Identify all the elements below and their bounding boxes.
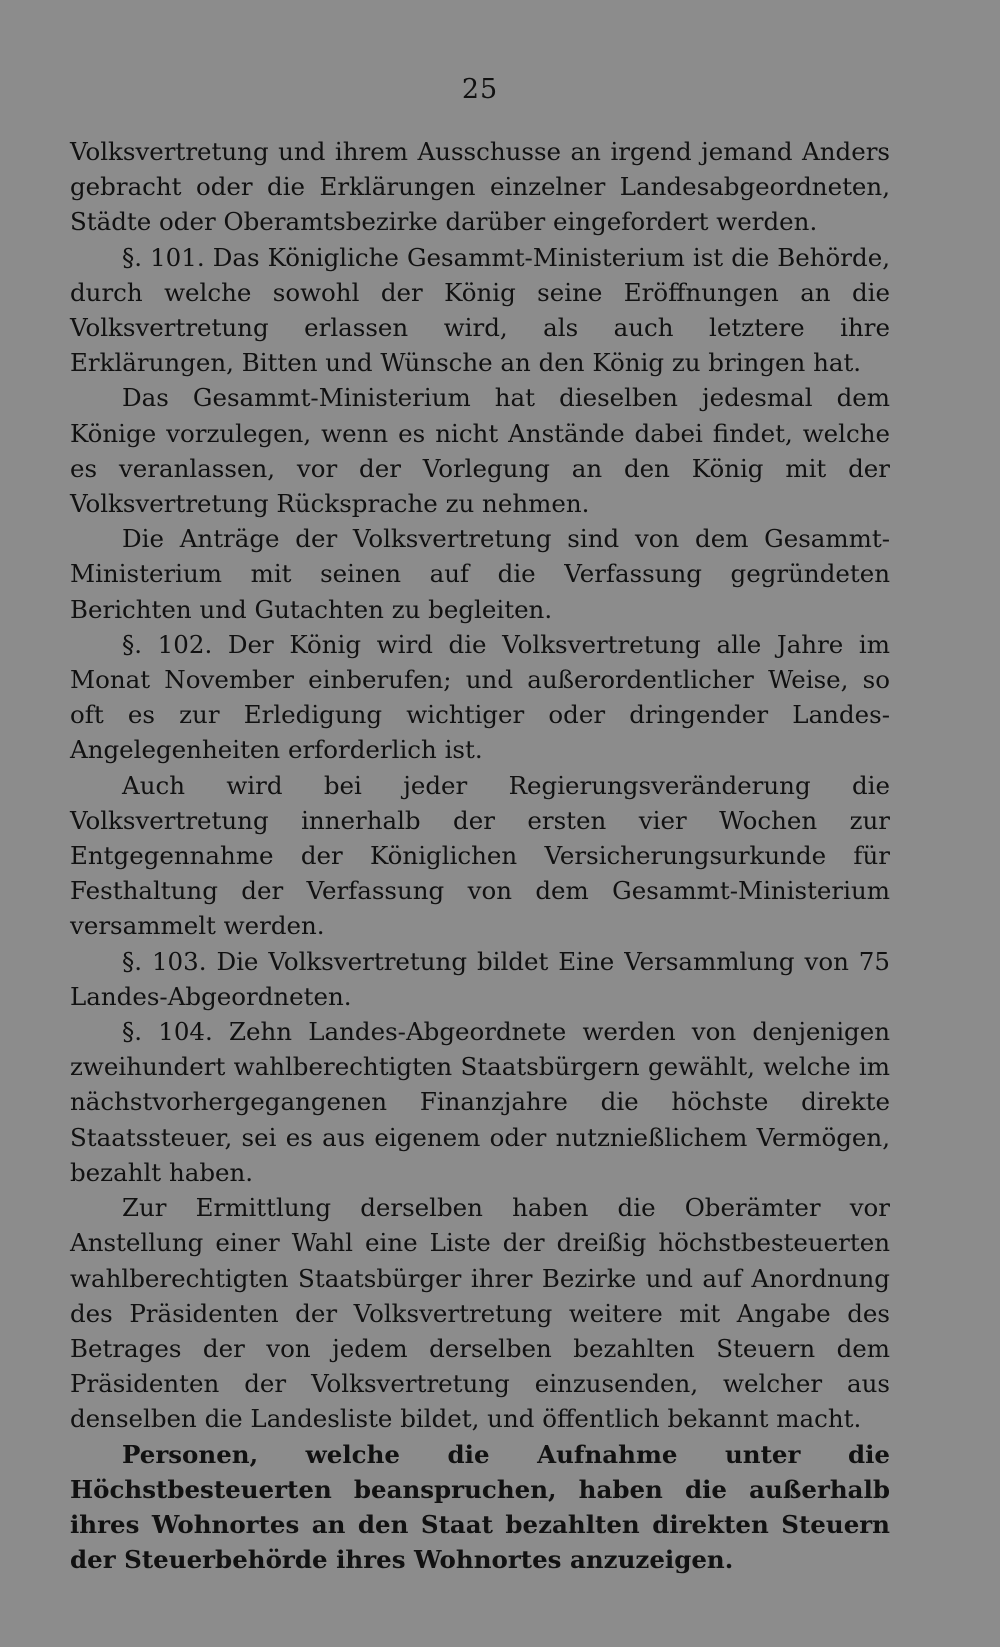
paragraph-section-101: §. 101. Das Königliche Gesammt-Ministerium ist die Behörde, durch welche sowohl der König seine Eröffnungen an die Volksvertretung erlassen wird, als auch letztere ihre Erklärungen, Bitten und Wünsche an den König zu bringen hat. xyxy=(70,242,890,378)
paragraph-section-104: §. 104. Zehn Landes-Abgeordnete werden von denjenigen zweihundert wahlberechtigten Staatsbürgern gewählt, welche im nächstvorhergegangenen Finanzjahre die höchste direkte Staatssteuer, sei es aus eigenem oder nutznießlichem Vermögen, bezahlt haben. xyxy=(70,1017,890,1187)
paragraph-continuation: Volksvertretung und ihrem Ausschusse an irgend jemand Anders gebracht oder die Erklärungen einzelner Landesabgeordneten, Städte oder Oberamtsbezirke darüber eingefordert werden. xyxy=(70,137,890,237)
paragraph-highest-taxed: Personen, welche die Aufnahme unter die Höchstbesteuerten beanspruchen, haben die außerhalb ihres Wohnortes an den Staat bezahlten direkten Steuern der Steuerbehörde ihres Wohnortes anzuzeigen. xyxy=(70,1439,890,1575)
paragraph-ministry-duties: Das Gesammt-Ministerium hat dieselben jedesmal dem Könige vorzulegen, wenn es nicht Anstände dabei findet, welche es veranlassen, vor der Vorlegung an den König mit der Volksvertretung Rücksprache zu nehmen. xyxy=(70,383,890,519)
page-number: 25 xyxy=(461,74,499,105)
paragraph-motions: Die Anträge der Volksvertretung sind von dem Gesammt-Ministerium mit seinen auf die Verfassung gegründeten Berichten und Gutachten zu begleiten. xyxy=(70,524,890,624)
paragraph-government-change: Auch wird bei jeder Regierungsveränderung die Volksvertretung innerhalb der ersten vier Wochen zur Entgegennahme der Königlichen Versicherungsurkunde für Festhaltung der Verfassung von dem Gesammt-Ministerium versammelt werden. xyxy=(70,770,890,941)
paragraph-section-102: §. 102. Der König wird die Volksvertretung alle Jahre im Monat November einberufen; und außerordentlicher Weise, so oft es zur Erledigung wichtiger oder dringender Landes-Angelegenheiten erforderlich ist. xyxy=(70,629,890,765)
document-page xyxy=(70,0,890,1647)
paragraph-election-list: Zur Ermittlung derselben haben die Oberämter vor Anstellung einer Wahl eine Liste der dreißig höchstbesteuerten wahlberechtigten Staatsbürger ihrer Bezirke und auf Anordnung des Präsidenten der Volksvertretung weitere mit Angabe des Betrages der von jedem derselben bezahlten Steuern dem Präsidenten der Volksvertretung einzusenden, welcher aus denselben die Landesliste bildet, und öffentlich bekannt macht. xyxy=(70,1193,890,1434)
body-text xyxy=(70,134,890,1577)
paragraph-section-103: §. 103. Die Volksvertretung bildet Eine Versammlung von 75 Landes-Abgeordneten. xyxy=(70,946,890,1011)
